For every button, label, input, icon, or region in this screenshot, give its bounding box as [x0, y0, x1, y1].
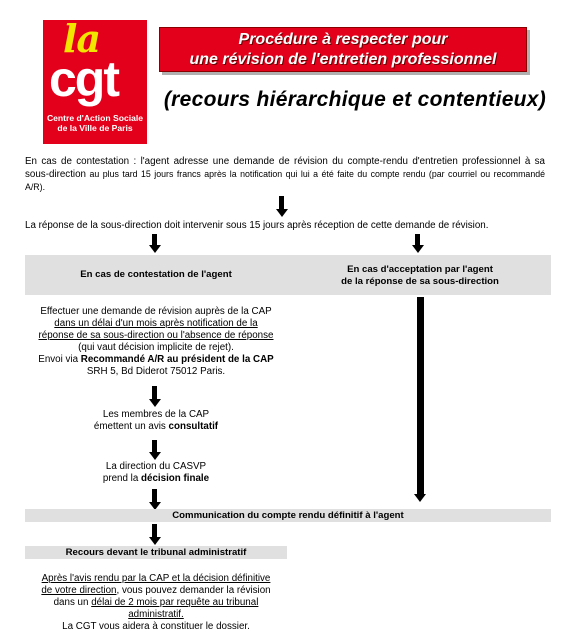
- accept-header: [290, 264, 550, 288]
- tribunal-line1: Après l'avis rendu par la CAP et la décision définitive: [41, 573, 271, 584]
- communication-bar: Communication du compte rendu définitif à l'agent: [25, 509, 551, 522]
- tribunal-line5: La CGT vous aidera à constituer le dossier.: [62, 621, 250, 632]
- logo-la-text: la: [63, 16, 101, 61]
- page-subtitle: (recours hiérarchique et contentieux): [163, 88, 547, 111]
- tribunal-block: [25, 573, 287, 633]
- title-banner: [159, 27, 527, 72]
- down-arrow-icon: [152, 440, 157, 453]
- intro-paragraph: [25, 156, 545, 194]
- down-arrow-icon: [415, 234, 420, 246]
- logo-subtitle-line2: de la Ville de Paris: [57, 123, 133, 133]
- tribunal-line4: administratif.: [128, 609, 184, 620]
- accept-header-line1: En cas d'acceptation par l'agent: [347, 264, 493, 275]
- cap-request-line4: (qui vaut décision implicite de rejet).: [78, 342, 234, 353]
- tribunal-line2: de votre direction, vous pouvez demander la révision: [41, 585, 271, 596]
- tribunal-line3: dans un délai de 2 mois par requête au tribunal: [53, 597, 259, 608]
- intro-part2: au plus tard 15 jours francs après la notification qui lui a été faite du compte rendu (par courriel ou recommandé A/R).: [25, 169, 545, 192]
- decision-line1: La direction du CASVP: [105, 461, 207, 472]
- logo-subtitle-line1: Centre d'Action Sociale: [46, 113, 144, 123]
- cap-request-block: [25, 306, 287, 378]
- down-arrow-icon: [279, 196, 284, 210]
- title-line1: Procédure à respecter pour: [238, 31, 448, 48]
- decision-block: [25, 461, 287, 485]
- down-arrow-icon: [152, 524, 157, 538]
- logo-cgt-text: cgt: [49, 51, 118, 107]
- contest-header: En cas de contestation de l'agent: [80, 269, 232, 280]
- cap-request-line6: SRH 5, Bd Diderot 75012 Paris.: [86, 366, 226, 377]
- down-arrow-icon: [152, 386, 157, 400]
- accept-header-line2: de la réponse de sa sous-direction: [341, 276, 499, 287]
- down-arrow-icon: [152, 489, 157, 503]
- cap-opinion-line1: Les membres de la CAP: [102, 409, 210, 420]
- cap-request-line5: Envoi via Recommandé A/R au président de la CAP: [38, 354, 274, 365]
- cap-request-line1: Effectuer une demande de révision auprès de la CAP: [40, 306, 272, 317]
- intro-part1: En cas de contestation : l'agent adresse une demande de révision du compte-rendu d'entretien professionnel à sa sous-direction: [25, 156, 545, 180]
- cap-request-line2: dans un délai d'un mois après notification de la: [54, 318, 258, 329]
- long-down-arrow-icon: [417, 297, 424, 495]
- down-arrow-icon: [152, 234, 157, 246]
- response-text: La réponse de la sous-direction doit intervenir sous 15 jours après réception de cette demande de révision.: [25, 220, 489, 231]
- cgt-logo: [43, 16, 147, 144]
- cap-request-line3: réponse de sa sous-direction ou l'absence de réponse: [38, 330, 274, 341]
- tribunal-header: Recours devant le tribunal administratif: [25, 546, 287, 559]
- decision-line2: prend la décision finale: [102, 473, 210, 484]
- cap-opinion-block: [25, 409, 287, 433]
- title-line2: une révision de l'entretien professionnel: [189, 51, 497, 68]
- cap-opinion-line2: émettent un avis consultatif: [93, 421, 219, 432]
